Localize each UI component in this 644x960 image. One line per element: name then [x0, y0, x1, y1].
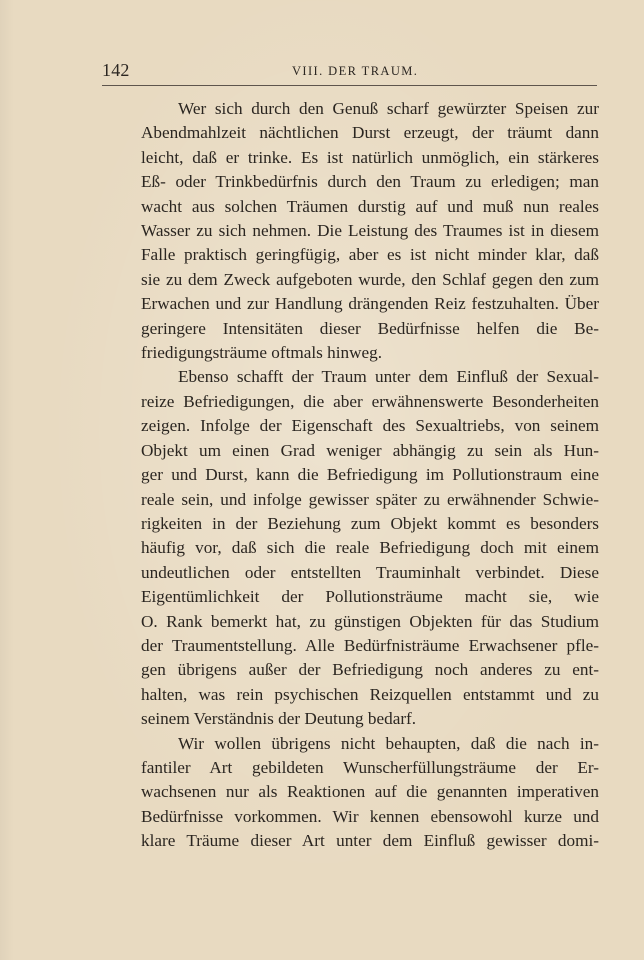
paragraph-2 — [104, 365, 599, 731]
text-line: Eß- oder Trinkbedürfnis durch den Traum zu erledigen; man — [141, 172, 599, 192]
text-line: wachsenen nur als Reaktionen auf die genannten imperativen — [141, 782, 599, 802]
text-line: reale sein, und infolge gewisser später zu erwähnender Schwie- — [141, 489, 599, 509]
text-line: halten, was rein psychischen Reizquellen entstammt und zu — [141, 684, 599, 704]
text-line: rigkeiten in der Beziehung zum Objekt kommt es besonders — [141, 513, 599, 533]
paragraph-1 — [104, 97, 599, 365]
text-line: O. Rank bemerkt hat, zu günstigen Objekten für das Studium — [141, 611, 599, 631]
page-number: 142 — [102, 60, 130, 80]
text-line: geringere Intensitäten dieser Bedürfnisse helfen die Be- — [141, 318, 599, 338]
text-line: leicht, daß er trinke. Es ist natürlich unmöglich, ein stärkeres — [141, 147, 599, 167]
paragraph-3 — [104, 732, 599, 854]
text-line: Abendmahlzeit nächtlichen Durst erzeugt, der träumt dann — [141, 123, 599, 143]
text-line: seinem Verständnis der Deutung bedarf. — [141, 709, 417, 729]
text-line: Falle praktisch geringfügig, aber es ist nicht minder klar, daß — [141, 245, 599, 265]
text-line: gen übrigens außer der Befriedigung noch anderes zu ent- — [141, 660, 599, 680]
text-line: undeutlichen oder entstellten Trauminhalt verbindet. Diese — [141, 562, 599, 582]
text-line: Ebenso schafft der Traum unter dem Einfluß der Sexual- — [178, 367, 599, 387]
chapter-title: VIII. DER TRAUM. — [292, 64, 419, 78]
text-line: der Traumentstellung. Alle Bedürfnisträume Erwachsener pfle- — [141, 635, 599, 655]
text-line: friedigungsträume oftmals hinweg. — [141, 343, 383, 363]
text-line: wacht aus solchen Träumen durstig auf und muß nun reales — [141, 196, 599, 216]
text-line: reize Befriedigungen, die aber erwähnenswerte Besonderheiten — [141, 391, 599, 411]
header-rule — [102, 85, 597, 86]
text-line: Bedürfnisse vorkommen. Wir kennen ebensowohl kurze und — [141, 806, 599, 826]
text-line: Wir wollen übrigens nicht behaupten, daß die nach in- — [178, 733, 599, 753]
text-line: Eigentümlichkeit der Pollutionsträume macht sie, wie — [141, 587, 599, 607]
text-line: klare Träume dieser Art unter dem Einfluß gewisser domi- — [141, 831, 599, 851]
text-line: ger und Durst, kann die Befriedigung im Pollutionstraum eine — [141, 465, 599, 485]
text-line: Objekt um einen Grad weniger abhängig zu sein als Hun- — [141, 440, 599, 460]
text-line: Erwachen und zur Handlung drängenden Reiz festzuhalten. Über — [141, 294, 599, 314]
text-line: sie zu dem Zweck aufgeboten wurde, den Schlaf gegen den zum — [141, 269, 599, 289]
text-line: häufig vor, daß sich die reale Befriedigung doch mit einem — [141, 538, 599, 558]
text-line: fantiler Art gebildeten Wunscherfüllungsträume der Er- — [141, 757, 599, 777]
running-head — [102, 57, 596, 83]
text-line: zeigen. Infolge der Eigenschaft des Sexualtriebs, von seinem — [141, 416, 599, 436]
text-line: Wer sich durch den Genuß scharf gewürzter Speisen zur — [178, 99, 599, 118]
body-text — [104, 97, 599, 854]
text-line: Wasser zu sich nehmen. Die Leistung des Traumes ist in diesem — [141, 221, 599, 241]
